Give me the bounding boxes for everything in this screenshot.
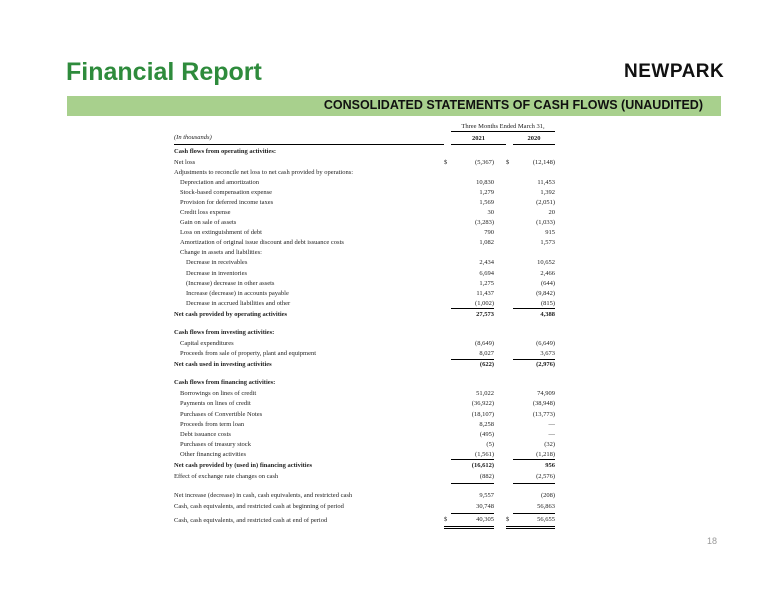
table-row: Decrease in accrued liabilities and other (1,002) (815) xyxy=(186,299,556,308)
table-row: Loss on extinguishment of debt 790 915 xyxy=(180,229,556,237)
period-header: Three Months Ended March 31, xyxy=(451,121,555,132)
table-header-period xyxy=(174,121,555,132)
table-row: Cash, cash equivalents, and restricted cash at beginning of period 30,748 56,863 xyxy=(174,501,555,514)
table-row: Decrease in inventories 6,694 2,466 xyxy=(186,269,556,277)
table-row: Stock-based compensation expense 1,279 1,392 xyxy=(180,188,556,196)
table-row: Effect of exchange rate changes on cash (882) (2,576) xyxy=(174,471,555,484)
table-row: Net loss $ (5,367) $ (12,148) xyxy=(174,158,556,166)
section-financing: Cash flows from financing activities: xyxy=(174,379,276,387)
company-logo: NEWPARK xyxy=(624,61,725,82)
table-header-years xyxy=(174,132,555,145)
subtotal-investing: Net cash used in investing activities (622) (2,976) xyxy=(174,360,556,369)
units-label: (In thousands) xyxy=(174,132,444,145)
table-row: Net increase (decrease) in cash, cash equivalents, and restricted cash 9,557 (208) xyxy=(174,492,556,500)
table-row: Provision for deferred income taxes 1,569 (2,051) xyxy=(180,198,556,206)
table-row: Purchases of Convertible Notes (18,107) (13,773) xyxy=(180,410,556,418)
table-row: Depreciation and amortization 10,830 11,453 xyxy=(180,178,556,186)
page-title: Financial Report xyxy=(66,58,262,86)
table-row: Gain on sale of assets (3,283) (1,033) xyxy=(180,219,556,227)
table-row: Debt issuance costs (495) — xyxy=(180,430,556,438)
table-row: Decrease in receivables 2,434 10,652 xyxy=(186,259,556,267)
subsection-changes: Change in assets and liabilities: xyxy=(180,249,262,257)
table-row: Proceeds from sale of property, plant and equipment 8,027 3,673 xyxy=(180,350,556,358)
year-2021-header: 2021 xyxy=(451,132,506,145)
statement-title: CONSOLIDATED STATEMENTS OF CASH FLOWS (UNAUDITED) xyxy=(323,98,703,112)
table-row: Payments on lines of credit (36,922) (38,948) xyxy=(180,400,556,408)
table-row: (Increase) decrease in other assets 1,275 (644) xyxy=(186,279,556,287)
table-row: Credit loss expense 30 20 xyxy=(180,209,556,217)
section-investing: Cash flows from investing activities: xyxy=(174,329,275,336)
statement-banner xyxy=(67,96,721,116)
table-row: Purchases of treasury stock (5) (32) xyxy=(180,440,556,448)
table-row: Increase (decrease) in accounts payable 11,437 (9,842) xyxy=(186,289,556,297)
subtotal-financing: Net cash provided by (used in) financing activities (16,612) 956 xyxy=(174,461,556,469)
table-row: Amortization of original issue discount and debt issuance costs 1,082 1,573 xyxy=(180,239,556,247)
cash-flow-table xyxy=(174,121,555,529)
total-row: Cash, cash equivalents, and restricted cash at end of period $ 40,305 $ 56,655 xyxy=(174,513,555,527)
table-row: Capital expenditures (8,649) (6,649) xyxy=(180,340,556,348)
table-row: Other financing activities (1,561) (1,218) xyxy=(180,450,556,459)
table-row: Proceeds from term loan 8,258 — xyxy=(180,420,556,428)
page-number: 18 xyxy=(707,536,718,546)
subsection-adjustments: Adjustments to reconcile net loss to net cash provided by operations: xyxy=(174,168,354,176)
year-2020-header: 2020 xyxy=(513,132,555,145)
subtotal-operating: Net cash provided by operating activities 27,573 4,388 xyxy=(174,310,556,318)
section-operating: Cash flows from operating activities: xyxy=(174,147,277,155)
table-row: Borrowings on lines of credit 51,022 74,909 xyxy=(180,390,556,398)
